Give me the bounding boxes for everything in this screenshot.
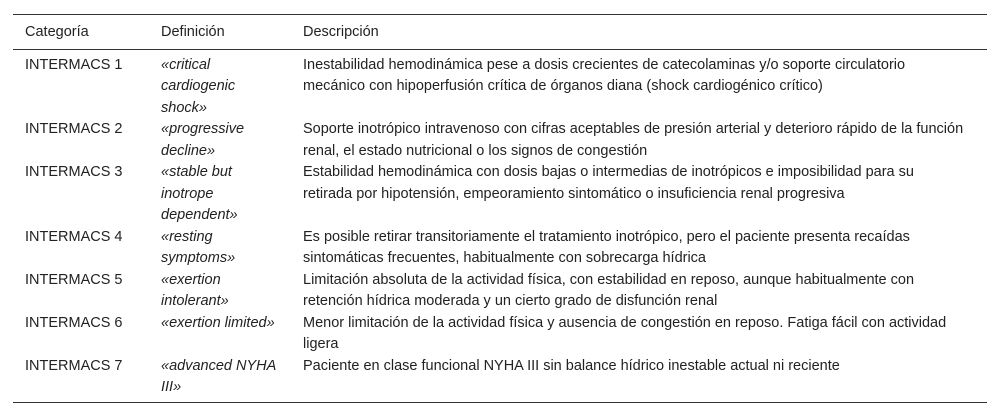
cell-descripcion: Limitación absoluta de la actividad física, con estabilidad en reposo, aunque habitualmente con retención hídrica moderada y un cierto grado de disfunción renal [303, 271, 915, 309]
cell-definicion: «progressive decline» [161, 121, 245, 159]
table-row [13, 119, 987, 162]
header-definicion: Definición [149, 15, 291, 50]
cell-definicion: «exertion intolerant» [161, 271, 229, 309]
cell-categoria: INTERMACS 2 [25, 121, 123, 137]
cell-definicion: «resting symptoms» [161, 228, 236, 266]
cell-categoria: INTERMACS 6 [25, 314, 123, 331]
table-body [13, 49, 987, 402]
cell-definicion: «exertion limited» [161, 314, 275, 331]
table-row [13, 227, 987, 270]
table-row [13, 162, 987, 227]
cell-descripcion: Menor limitación de la actividad física y ausencia de congestión en reposo. Fatiga fácil con actividad ligera [303, 314, 947, 352]
cell-descripcion: Estabilidad hemodinámica con dosis bajas o intermedias de inotrópicos e imposibilidad para su retirada por hipotensión, empeoramiento sintomático o insuficiencia renal progresiva [303, 164, 914, 202]
cell-descripcion: Soporte inotrópico intravenoso con cifras aceptables de presión arterial y deterioro rápido de la función renal, el estado nutricional o los signos de congestión [303, 121, 964, 159]
header-row [13, 15, 987, 50]
table-row [13, 356, 987, 403]
header-categoria: Categoría [13, 15, 149, 50]
cell-definicion: «stable but inotrope dependent» [161, 164, 238, 223]
cell-descripcion: Paciente en clase funcional NYHA III sin balance hídrico inestable actual ni reciente [291, 356, 987, 403]
cell-descripcion: Es posible retirar transitoriamente el tratamiento inotrópico, pero el paciente presenta recaídas sintomáticas frecuentes, habitualmente con sobrecarga hídrica [303, 228, 910, 266]
header-descripcion: Descripción [291, 15, 987, 50]
intermacs-table-container [13, 14, 987, 403]
table-row [13, 313, 987, 356]
cell-categoria: INTERMACS 7 [13, 356, 149, 403]
table-header [13, 15, 987, 50]
cell-descripcion: Inestabilidad hemodinámica pese a dosis crecientes de catecolaminas y/o soporte circulatorio mecánico con hipoperfusión crítica de órganos diana (shock cardiogénico crítico) [303, 56, 906, 94]
cell-categoria: INTERMACS 1 [25, 56, 123, 73]
table-row [13, 270, 987, 313]
cell-definicion: «advanced NYHA III» [149, 356, 291, 403]
cell-definicion: «critical cardiogenic shock» [161, 56, 236, 116]
cell-categoria: INTERMACS 4 [25, 228, 123, 245]
table-row [13, 49, 987, 119]
intermacs-table [13, 14, 987, 403]
cell-categoria: INTERMACS 3 [25, 164, 123, 180]
cell-categoria: INTERMACS 5 [25, 271, 123, 288]
